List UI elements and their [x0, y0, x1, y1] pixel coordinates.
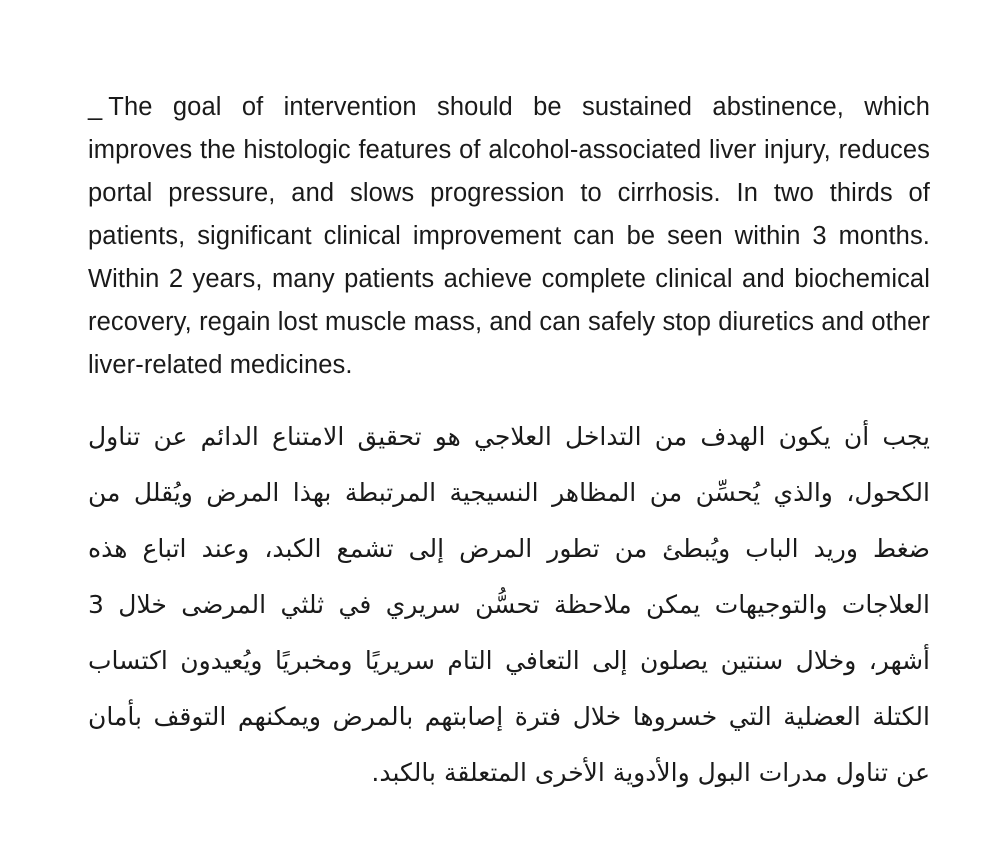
bullet-dash: _	[88, 93, 103, 121]
english-text: The goal of intervention should be sustained abstinence, which improves the histologic features of alcohol-associated liver injury, reduces portal pressure, and slows progression to cirrhosis. In two thirds of patients, significant clinical improvement can be seen within 3 months. Within 2 years, many patients achieve complete clinical and biochemical recovery, regain lost muscle mass, and can safely stop diuretics and other liver-related medicines.	[88, 93, 930, 379]
english-paragraph	[88, 86, 930, 387]
document-body	[88, 86, 930, 801]
arabic-paragraph: يجب أن يكون الهدف من التداخل العلاجي هو تحقيق الامتناع الدائم عن تناول الكحول، والذي يُحسِّن من المظاهر النسيجية المرتبطة بهذا المرض ويُقلل من ضغط وريد الباب ويُبطئ من تطور المرض إلى تشمع الكبد، وعند اتباع هذه العلاجات والتوجيهات يمكن ملاحظة تحسُّن سريري في ثلثي المرضى خلال 3 أشهر، وخلال سنتين يصلون إلى التعافي التام سريريًا ومخبريًا ويُعيدون اكتساب الكتلة العضلية التي خسروها خلال فترة إصابتهم بالمرض ويمكنهم التوقف بأمان عن تناول مدرات البول والأدوية الأخرى المتعلقة بالكبد.	[88, 422, 930, 787]
